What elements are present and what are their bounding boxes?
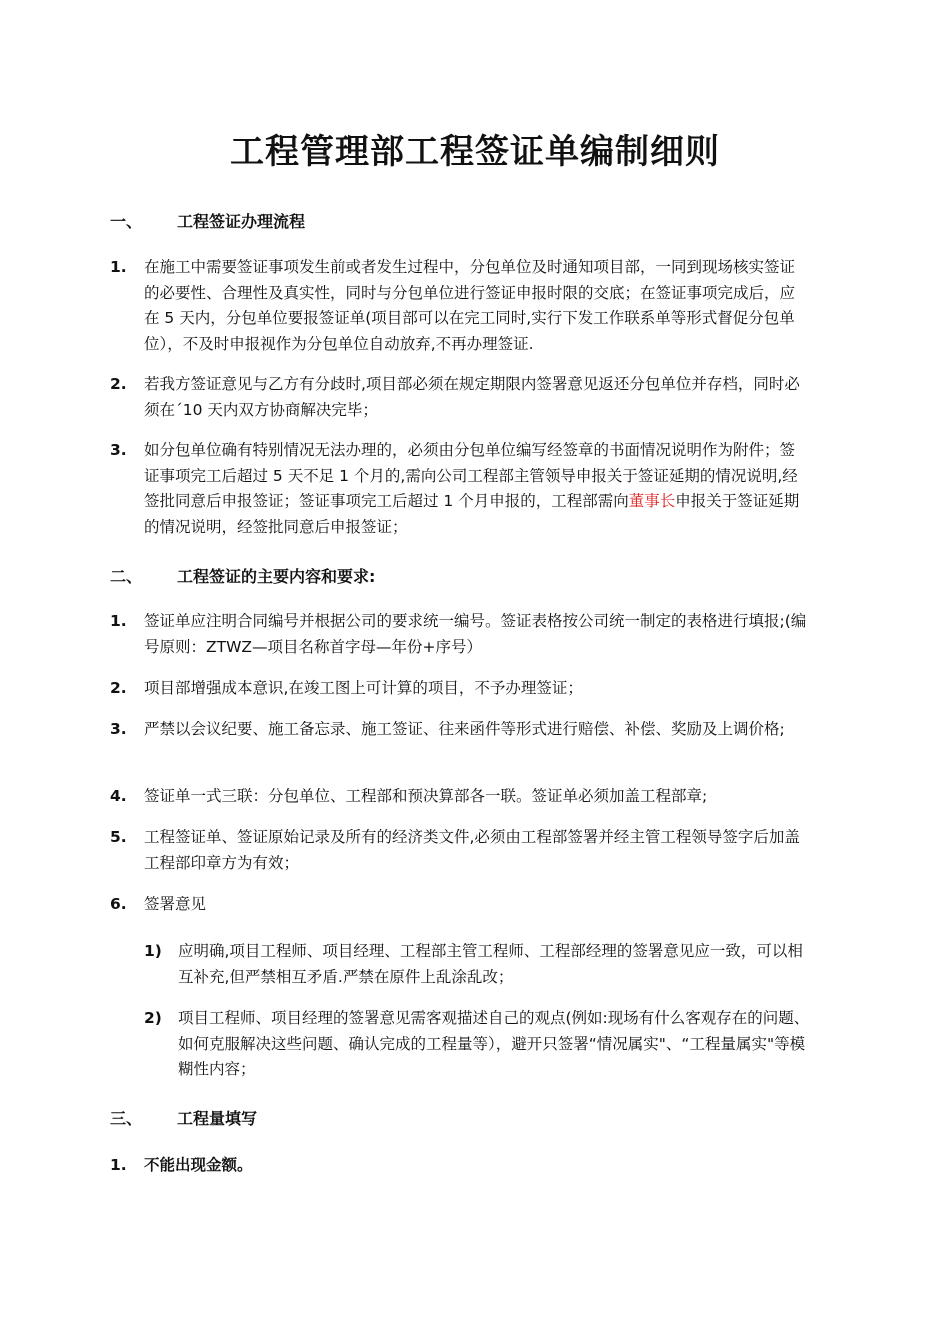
section-1-heading (110, 210, 305, 234)
item-number: 4. (110, 787, 127, 805)
list-item (110, 784, 810, 810)
item-number: 3. (110, 441, 127, 459)
item-text: 签证单应注明合同编号并根据公司的要求统一编号。签证表格按公司统一制定的表格进行填报;(编号原则：ZTWZ—项目名称首字母—年份+序号） (144, 612, 807, 656)
item-text (144, 438, 810, 540)
item-text-part: 申报关于签证延期的情况说明，经签批同意后申报签证； (144, 492, 800, 536)
sub-list-item (144, 939, 810, 990)
item-number: 6. (110, 895, 127, 913)
section-number: 三、 (110, 1109, 143, 1128)
list-item (110, 372, 810, 423)
list-item (110, 676, 810, 702)
list-item (110, 892, 810, 918)
document-title: 工程管理部工程签证单编制细则 (230, 132, 720, 172)
item-number: 1. (110, 258, 127, 276)
item-text: 项目部增强成本意识,在竣工图上可计算的项目，不予办理签证； (144, 679, 583, 697)
section-title: 工程量填写 (177, 1109, 258, 1128)
item-number: 1. (110, 1156, 127, 1174)
item-text: 签证单一式三联：分包单位、工程部和预决算部各一联。签证单必须加盖工程部章; (144, 787, 708, 805)
list-item (110, 609, 810, 660)
section-title: 工程签证办理流程 (177, 212, 306, 231)
section-title: 工程签证的主要内容和要求: (177, 567, 376, 586)
item-text: 在施工中需要签证事项发生前或者发生过程中，分包单位及时通知项目部，一同到现场核实签证的必要性、合理性及真实性，同时与分包单位进行签证申报时限的交底；在签证事项完成后，应在 5 天内，分包单位要报签证单(项目部可以在完工同时,实行下发工作联系单等形式督促分包单位），不及时申报视作为分包单位自动放弃,不再办理签证. (144, 258, 796, 353)
sub-item-text: 应明确,项目工程师、项目经理、工程部主管工程师、工程部经理的签署意见应一致，可以相互补充,但严禁相互矛盾.严禁在原件上乱涂乱改； (178, 942, 803, 986)
section-3-heading (110, 1107, 257, 1131)
list-item (110, 255, 810, 357)
item-text: 不能出现金额。 (144, 1156, 253, 1174)
item-number: 2. (110, 679, 127, 697)
highlighted-text: 董事长 (628, 492, 676, 510)
item-number: 1. (110, 612, 127, 630)
section-number: 一、 (110, 212, 143, 231)
list-item (110, 825, 810, 876)
section-2-heading (110, 565, 375, 589)
section-number: 二、 (110, 567, 143, 586)
item-text: 严禁以会议纪要、施工备忘录、施工签证、往来函件等形式进行赔偿、补偿、奖励及上调价格; (144, 720, 785, 738)
item-text: 签署意见 (144, 895, 207, 913)
list-item (110, 438, 810, 540)
item-number: 2. (110, 375, 127, 393)
list-item (110, 1153, 810, 1179)
sub-item-text: 项目工程师、项目经理的签署意见需客观描述自己的观点(例如:现场有什么客观存在的问题、如何克服解决这些问题、确认完成的工程量等），避开只签署“情况属实"、“工程量属实"等模糊性内容； (178, 1009, 810, 1078)
item-text: 工程签证单、签证原始记录及所有的经济类文件,必须由工程部签署并经主管工程领导签字后加盖工程部印章方为有效； (144, 828, 800, 872)
sub-item-number: 1) (144, 942, 162, 960)
item-text: 若我方签证意见与乙方有分歧时,项目部必须在规定期限内签署意见返还分包单位并存档，同时必须在ˊ10 天内双方协商解决完毕； (144, 375, 800, 419)
sub-list-item (144, 1006, 810, 1083)
list-item (110, 717, 810, 743)
item-number: 5. (110, 828, 127, 846)
item-number: 3. (110, 720, 127, 738)
item-text-part: 如分包单位确有特别情况无法办理的，必须由分包单位编写经签章的书面情况说明作为附件；签证事项完工后超过 5 天不足 1 个月的,需向公司工程部主管领导申报关于签证延期的情况说明,经签批同意后申报签证；签证事项完工后超过 1 个月申报的，工程部需向 (144, 441, 798, 510)
sub-item-number: 2) (144, 1009, 162, 1027)
